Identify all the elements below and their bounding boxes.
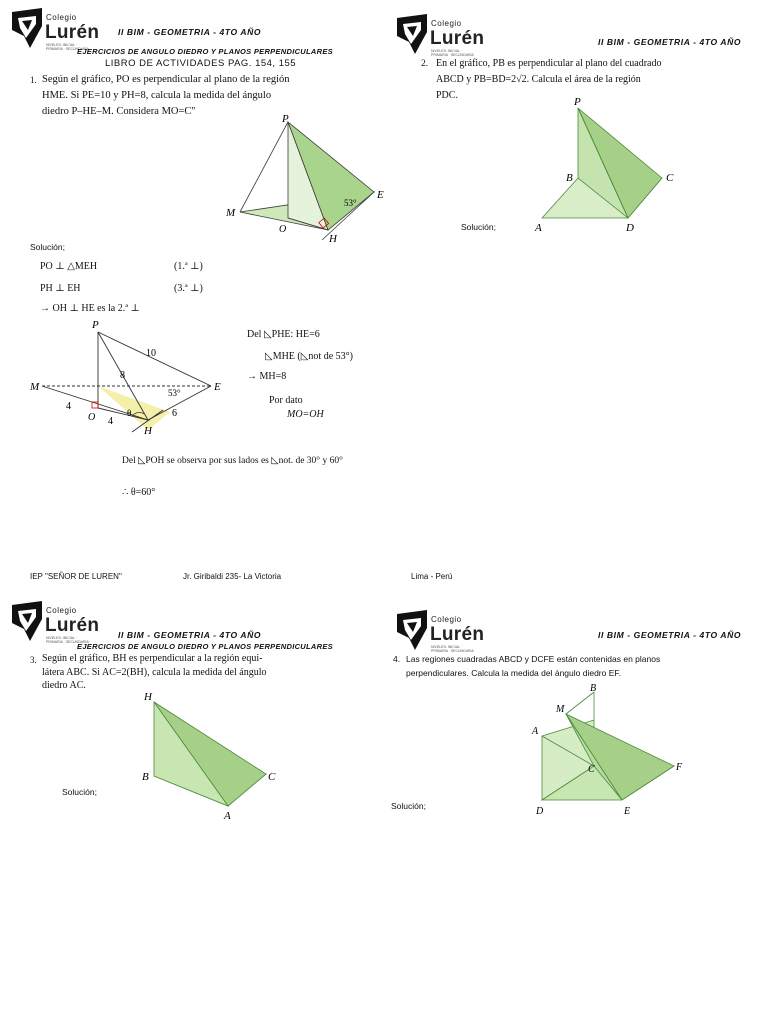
label-C: C <box>588 764 595 775</box>
label-B: B <box>590 683 597 694</box>
logo-tagline: NIVELES: INICIAL · PRIMARIA · SECUNDARIA <box>431 49 474 57</box>
logo-name: Lurén <box>45 615 100 636</box>
problem-2-line: PDC. <box>436 90 458 101</box>
reasoning-line: MO=OH <box>287 409 324 420</box>
problem-2-solution-label: Solución; <box>461 222 496 232</box>
topic-header: EJERCICIOS DE ANGULO DIEDRO Y PLANOS PERPENDICULARES <box>77 642 333 651</box>
label-B: B <box>142 771 149 783</box>
logo-tagline: NIVELES: INICIAL · PRIMARIA · SECUNDARIA <box>46 43 89 51</box>
figure-problem-3 <box>138 688 288 824</box>
problem-1-reasoning <box>247 328 353 422</box>
problem-1-line: Según el gráfico, PO es perpendicular al plano de la región <box>42 74 290 85</box>
logo-top-text: Colegio <box>431 19 462 28</box>
logo-name: Lurén <box>430 624 485 645</box>
footer-address: Jr. Giribaldi 235- La Victoria <box>183 572 282 581</box>
reasoning-line: Del ◺PHE: HE=6 <box>247 329 320 340</box>
problem-3-line: látera ABC. Si AC=2(BH), calcula la medida del ángulo <box>42 666 267 678</box>
figure-problem-1-solution <box>28 316 243 436</box>
problem-3-line: Según el gráfico, BH es perpendicular a la región equi- <box>42 653 263 664</box>
label-A: A <box>532 726 539 737</box>
label-O: O <box>279 224 287 235</box>
label-length-4: 4 <box>66 401 71 412</box>
label-A: A <box>535 222 542 234</box>
step-text: PH ⊥ EH <box>40 283 81 294</box>
problem-4-solution-label: Solución; <box>391 801 426 811</box>
logo-tagline: NIVELES: INICIAL · PRIMARIA · SECUNDARIA <box>431 645 474 653</box>
logo-bottom-right <box>395 610 485 654</box>
footer-school: IEP "SEÑOR DE LUREN" <box>30 572 122 581</box>
reasoning-line: → MH=8 <box>247 371 287 382</box>
label-length-8: 8 <box>120 370 125 381</box>
label-angle: 53° <box>168 388 181 398</box>
logo-tagline: NIVELES: INICIAL · PRIMARIA · SECUNDARIA <box>46 636 89 644</box>
problem-3-number: 3. <box>30 655 37 665</box>
problem-1-line: HME. Si PE=10 y PH=8, calcula la medida del ángulo <box>42 90 272 101</box>
label-C: C <box>268 771 276 783</box>
logo-top-left <box>10 8 100 52</box>
figure-problem-4 <box>522 680 692 820</box>
problem-1-conclusion: Del ◺POH se observa por sus lados es ◺not. de 30° y 60° <box>122 456 343 466</box>
course-header: II BIM - GEOMETRIA - 4TO AÑO <box>598 630 742 640</box>
problem-1-number: 1. <box>30 75 37 85</box>
reasoning-line: ◺MHE (◺not de 53°) <box>265 351 353 362</box>
problem-3-text <box>42 652 362 693</box>
label-E: E <box>377 189 384 201</box>
problem-3-line: diedro AC. <box>42 680 86 691</box>
problem-4-line: Las regiones cuadradas ABCD y DCFE están contenidas en planos <box>406 654 661 664</box>
label-H: H <box>329 233 337 245</box>
label-A: A <box>224 810 231 822</box>
logo-top-text: Colegio <box>46 606 77 615</box>
school-crest-icon <box>10 8 44 48</box>
label-F: F <box>676 762 683 773</box>
step-text: → OH ⊥ HE es la 2.ª ⊥ <box>40 303 140 314</box>
problem-1-answer: ∴ θ=60° <box>122 487 156 498</box>
label-D: D <box>536 806 544 817</box>
label-H: H <box>144 425 152 436</box>
label-D: D <box>626 222 634 234</box>
label-M: M <box>556 704 565 715</box>
step-text: PO ⊥ △MEH <box>40 261 98 272</box>
problem-2-line: En el gráfico, PB es perpendicular al plano del cuadrado <box>436 58 662 69</box>
logo-name: Lurén <box>45 22 100 43</box>
book-reference: LIBRO DE ACTIVIDADES PAG. 154, 155 <box>105 58 297 69</box>
problem-4-line: perpendiculares. Calcula la medida del ángulo diedro EF. <box>406 668 621 678</box>
logo-top-text: Colegio <box>46 13 77 22</box>
logo-top-right <box>395 14 485 58</box>
label-C: C <box>666 172 674 184</box>
label-theta: θ <box>127 408 132 418</box>
label-O: O <box>88 412 96 423</box>
problem-1-line: diedro P–HE–M. Considera MO=C'' <box>42 106 196 117</box>
label-E: E <box>214 381 221 393</box>
step-tag: (3.ª ⊥) <box>174 283 203 294</box>
logo-name: Lurén <box>430 28 485 49</box>
label-length-6: 6 <box>172 408 177 419</box>
reasoning-line: Por dato <box>269 395 303 406</box>
figure-problem-1-pyramid <box>222 112 392 248</box>
label-length-4: 4 <box>108 416 113 427</box>
problem-3-solution-label: Solución; <box>62 787 97 797</box>
problem-2-line: ABCD y PB=BD=2√2. Calcula el área de la región <box>436 74 641 85</box>
course-header: II BIM - GEOMETRIA - 4TO AÑO <box>118 630 262 640</box>
label-H: H <box>144 691 152 703</box>
topic-header: EJERCICIOS DE ANGULO DIEDRO Y PLANOS PERPENDICULARES <box>77 47 333 56</box>
label-M: M <box>30 381 40 393</box>
label-B: B <box>566 172 573 184</box>
problem-2-number: 2. <box>421 59 429 69</box>
logo-bottom-left <box>10 601 100 645</box>
label-P: P <box>92 319 99 331</box>
label-P: P <box>574 96 581 108</box>
step-tag: (1.ª ⊥) <box>174 261 203 272</box>
label-P: P <box>282 113 289 125</box>
problem-4-text <box>406 652 746 680</box>
figure-problem-2 <box>530 94 690 234</box>
problem-4-number: 4. <box>393 654 401 664</box>
label-length-10: 10 <box>146 348 156 359</box>
label-M: M <box>226 207 236 219</box>
logo-top-text: Colegio <box>431 615 462 624</box>
course-header: II BIM - GEOMETRIA - 4TO AÑO <box>118 27 262 37</box>
school-crest-icon <box>395 14 429 54</box>
problem-1-solution-label: Solución; <box>30 242 65 252</box>
footer-city: Lima - Perú <box>411 572 453 581</box>
problem-1-steps <box>40 260 240 322</box>
label-angle: 53° <box>344 198 357 208</box>
course-header: II BIM - GEOMETRIA - 4TO AÑO <box>598 37 742 47</box>
school-crest-icon <box>10 601 44 641</box>
school-crest-icon <box>395 610 429 650</box>
label-E: E <box>624 806 631 817</box>
